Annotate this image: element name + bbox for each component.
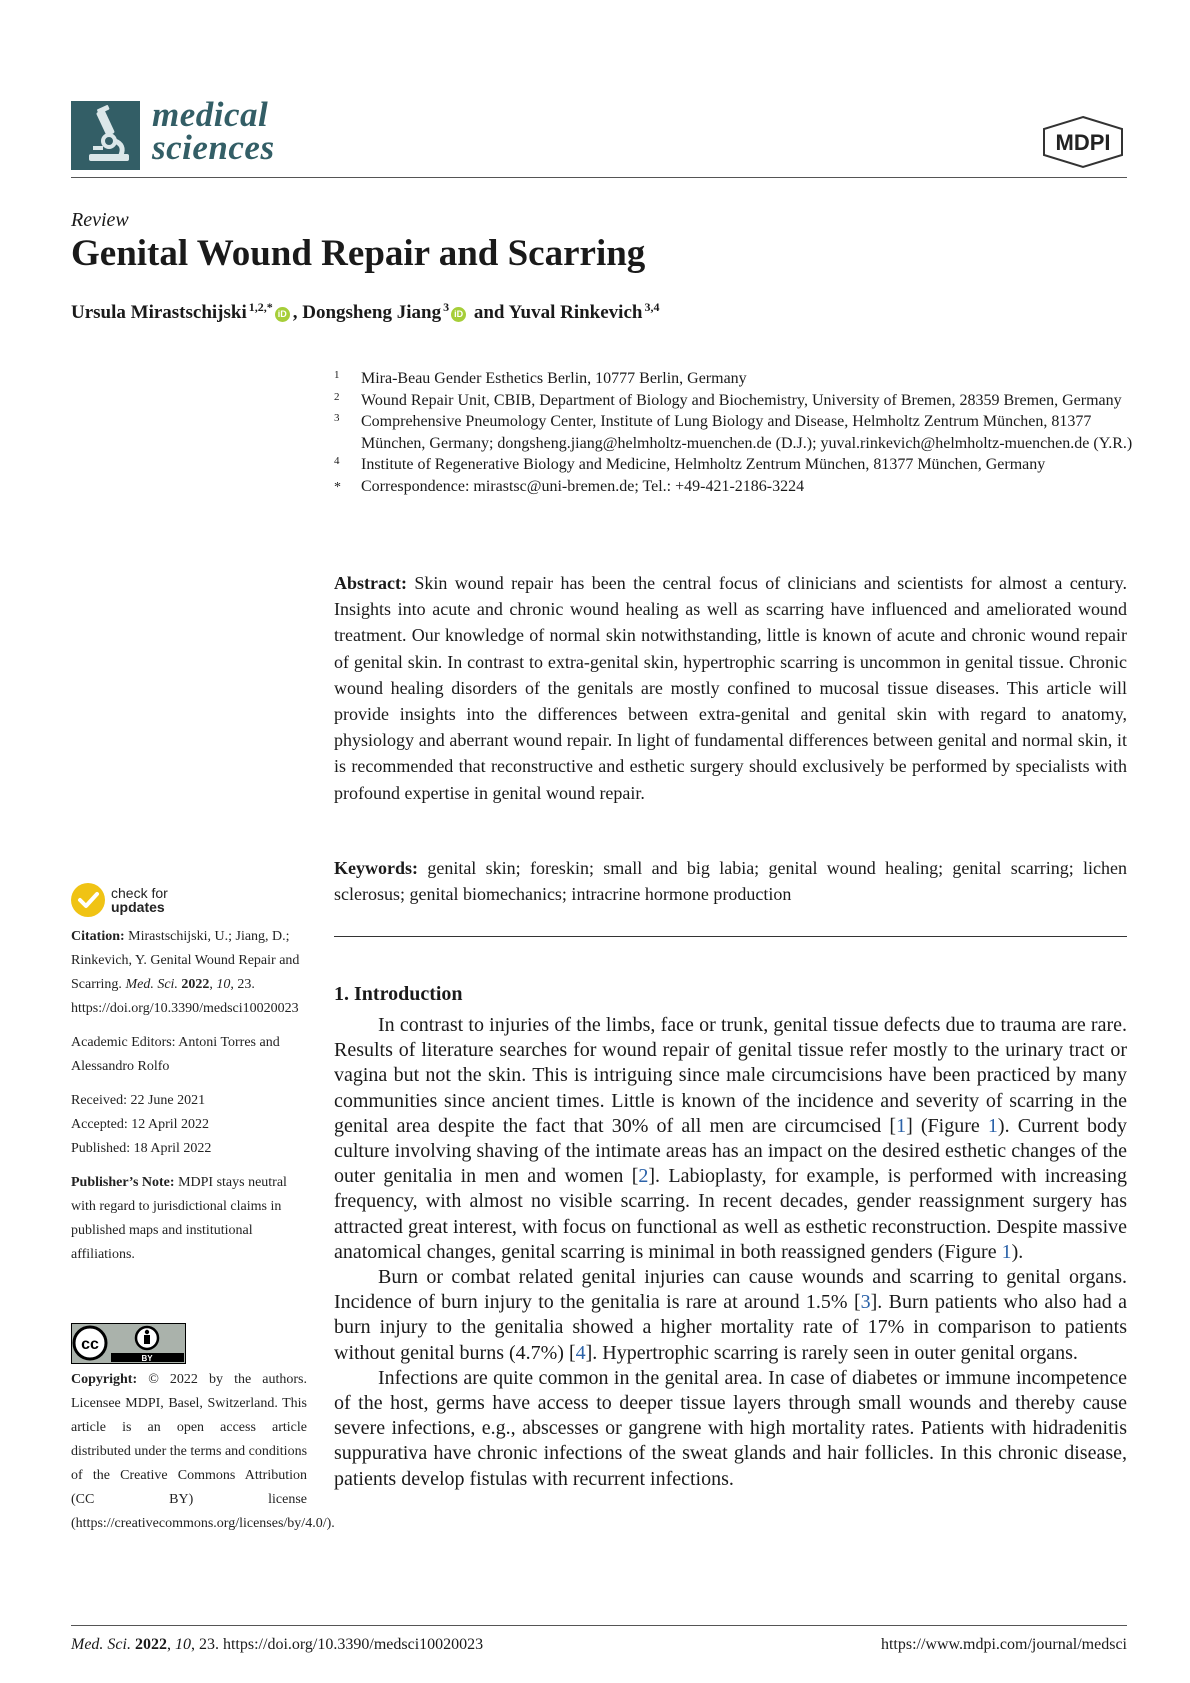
published-date: Published: 18 April 2022: [71, 1141, 212, 1156]
affiliation-mark: 2: [334, 390, 340, 403]
article-title: Genital Wound Repair and Scarring: [71, 233, 646, 274]
author-affiliation-marks: 3: [443, 300, 450, 314]
footer-journal-url[interactable]: https://www.mdpi.com/journal/medsci: [880, 1636, 1127, 1653]
footer-volume: 10: [174, 1636, 191, 1653]
reference-link[interactable]: 2: [638, 1165, 649, 1188]
affiliation-mark: 1: [334, 369, 340, 381]
publisher-note-label: Publisher’s Note:: [71, 1175, 175, 1190]
abstract: [334, 570, 1127, 806]
cc-by-label: BY: [141, 1354, 153, 1363]
citation-volume: 10: [216, 977, 231, 992]
paragraph-text: Burn or combat related genital injuries can cause wounds and scarring to genital organs. Incidence of burn injury to the genitalia is rare at around 1.5% [: [334, 1266, 1127, 1314]
citation-authors: Mirastschijski, U.; Jiang, D.; Rinkevich, Y. Genital Wound Repair and Scarring.: [71, 929, 300, 992]
keywords-label: Keywords:: [334, 858, 418, 878]
reference-link[interactable]: 1: [1001, 1240, 1012, 1263]
section-heading: 1. Introduction: [334, 983, 463, 1005]
check-mark-icon: [71, 883, 105, 917]
author-name: Ursula Mirastschijski: [71, 302, 247, 323]
affiliation-item: [334, 476, 1134, 498]
copyright: [71, 1368, 335, 1536]
abstract-label: Abstract:: [334, 573, 407, 593]
affiliation-mark: 4: [334, 455, 340, 468]
affiliation-list: [334, 368, 1134, 498]
reference-link[interactable]: 3: [860, 1291, 871, 1314]
affiliation-text: Mira-Beau Gender Esthetics Berlin, 10777 Berlin, Germany: [361, 370, 747, 387]
affiliation-text: Institute of Regenerative Biology and Medicine, Helmholtz Zentrum München, 81377 München, Germany: [361, 456, 1046, 474]
citation-journal: Med. Sci.: [125, 977, 178, 992]
keywords-text: genital skin; foreskin; small and big labia; genital wound healing; genital scarring; lichen sclerosus; genital biomechanics; intracrine hormone production: [334, 858, 1128, 905]
footer-citation: Med. Sci. 2022, 10, 23. https://doi.org/10.3390/medsci10020023: [71, 1636, 484, 1653]
mdpi-logo: [1040, 115, 1126, 169]
author-name: Dongsheng Jiang: [302, 302, 442, 323]
microscope-icon: [71, 101, 140, 170]
article-type: Review: [71, 209, 129, 231]
reference-link[interactable]: 1: [987, 1114, 998, 1137]
paragraph-text: ] (Figure: [906, 1114, 988, 1137]
body-paragraph: [334, 1013, 1127, 1265]
check-for-updates-button[interactable]: [71, 883, 221, 919]
copyright-text: © 2022 by the authors. Licensee MDPI, Basel, Switzerland. This article is an open access article distributed under the terms and conditions of the Creative Commons Attribution (CC BY) license (https://creativecommons.org/licenses/by/4.0/).: [71, 1372, 335, 1531]
affiliation-text: Comprehensive Pneumology Center, Institute of Lung Biology and Disease, Helmholtz Zentrum München, 81377 München, Germany; dongsheng.jiang@helmholtz-muenchen.de (D.J.); yuval.rinkevich@helmholtz-muenchen.de (Y.R.): [361, 413, 1133, 452]
journal-name-line1: medical: [152, 95, 269, 134]
body-text: [334, 1013, 1127, 1492]
journal-name-line2: sciences: [152, 128, 275, 167]
journal-logo: [71, 101, 140, 170]
sidebar: [71, 925, 307, 1277]
check-text-line2: updates: [111, 899, 165, 915]
dates: [71, 1089, 307, 1161]
affiliation-text: Wound Repair Unit, CBIB, Department of Biology and Biochemistry, University of Bremen, 28359 Bremen, Germany: [361, 391, 1122, 409]
author-affiliation-marks: 3,4: [644, 300, 660, 314]
publisher-note: [71, 1171, 307, 1267]
reference-link[interactable]: 4: [575, 1341, 586, 1364]
paragraph-text: ). Current body culture involving shaving of the intimate areas has an impact on the desired esthetic changes of the outer genitalia in men and women [: [334, 1114, 1127, 1188]
academic-editors: Academic Editors: Antoni Torres and Alessandro Rolfo: [71, 1035, 280, 1074]
affiliation-item: [334, 454, 1134, 476]
check-text-line1: check for: [111, 885, 168, 901]
paragraph-text: ]. Labioplasty, for example, is performed with increasing frequency, with almost no visible scarring. In recent decades, gender reassignment surgery has attracted great interest, with focus on functional as well as esthetic reconstruction. Despite massive anatomical changes, genital scarring is minimal in both reassigned genders (Figure: [334, 1165, 1127, 1263]
keywords: [334, 855, 1127, 907]
footer-doi[interactable]: , 23. https://doi.org/10.3390/medsci10020023: [190, 1636, 484, 1653]
publisher-logo-text: MDPI: [1055, 130, 1111, 155]
author-list: [71, 300, 659, 324]
author-name: Yuval Rinkevich: [508, 302, 643, 323]
paragraph-text: ).: [1011, 1240, 1024, 1263]
accepted-date: Accepted: 12 April 2022: [71, 1117, 210, 1132]
received-date: Received: 22 June 2021: [71, 1093, 206, 1108]
affiliation-text: Correspondence: mirastsc@uni-bremen.de; Tel.: +49-421-2186-3224: [361, 477, 805, 495]
paragraph-text: Infections are quite common in the genital area. In case of diabetes or immune incompetence of the host, germs have access to deeper tissue layers through small wounds and thereby cause severe infections, e.g., abscesses or gangrene with high mortality rates. Patients with hidradenitis suppurativa have chronic infections of the sweat glands and hair follicles. In this chronic disease, patients develop fistulas with recurrent infections.: [334, 1366, 1127, 1490]
paragraph-text: In contrast to injuries of the limbs, face or trunk, genital tissue defects due to trauma are rare. Results of literature searches for wound repair of genital tissue refer mostly to the urinary tract or vagina but not the skin. This is intriguing since male circumcisions have been practiced by many communities since ancient times. Little is known of the incidence and severity of scarring in the genital area despite the fact that 30% of all men are circumcised [: [334, 1014, 1127, 1137]
footer-journal: Med. Sci.: [71, 1636, 131, 1653]
citation: Citation: Mirastschijski, U.; Jiang, D.; Rinkevich, Y. Genital Wound Repair and Scarring. Med. Sci. 2022, 10, 23. https://doi.org/10.3390/medsci10020023: [71, 929, 300, 1016]
body-paragraph: [334, 1366, 1127, 1492]
publisher-note-text: MDPI stays neutral with regard to jurisdictional claims in published maps and institutional affiliations.: [71, 1175, 287, 1262]
affiliation-item: [334, 368, 1134, 390]
footer-divider: [71, 1625, 1127, 1626]
affiliation-item: [334, 390, 1134, 412]
abstract-text: Skin wound repair has been the central focus of clinicians and scientists for almost a century. Insights into acute and chronic wound healing as well as scarring have influenced and ameliorated wound treatment. Our knowledge of normal skin notwithstanding, little is known of acute and chronic wound repair of genital skin. In contrast to extra-genital skin, hypertrophic scarring is uncommon in genital tissue. Chronic wound healing disorders of the genitals are mostly confined to mucosal tissue diseases. This article will provide insights into the differences between extra-genital and genital skin with regard to anatomy, physiology and aberrant wound repair. In light of fundamental differences between genital and normal skin, it is recommended that reconstructive and esthetic surgery should exclusively be performed by specialists with profound expertise in genital wound repair.: [334, 573, 1127, 803]
cc-by-license-badge[interactable]: [71, 1323, 186, 1364]
reference-link[interactable]: 1: [896, 1114, 907, 1137]
citation-year: 2022: [181, 977, 210, 992]
author-affiliation-marks: 1,2,*: [248, 300, 273, 314]
paragraph-text: ]. Hypertrophic scarring is rarely seen in outer genital organs.: [585, 1341, 1078, 1364]
body-paragraph: [334, 1265, 1127, 1366]
orcid-icon[interactable]: iD: [275, 307, 290, 322]
affiliation-item: [334, 411, 1134, 454]
affiliation-mark: *: [334, 479, 341, 495]
header-divider: [71, 177, 1127, 178]
affiliation-mark: 3: [334, 412, 340, 425]
paragraph-text: ]. Burn patients who also had a burn injury to the genitalia showed a higher mortality rate of 17% in comparison to patients without genital burns (4.7%) [: [334, 1291, 1128, 1364]
orcid-icon[interactable]: iD: [451, 307, 466, 322]
footer-year: 2022: [134, 1636, 167, 1653]
author-separator: ,: [292, 302, 303, 323]
journal-name: [152, 95, 275, 167]
section-divider: [334, 936, 1127, 937]
svg-text:cc: cc: [81, 1336, 99, 1353]
citation-doi[interactable]: , 23. https://doi.org/10.3390/medsci10020023: [71, 977, 299, 1016]
citation-label: Citation:: [71, 929, 125, 944]
copyright-label: Copyright:: [71, 1372, 138, 1387]
author-separator: and: [469, 302, 509, 323]
